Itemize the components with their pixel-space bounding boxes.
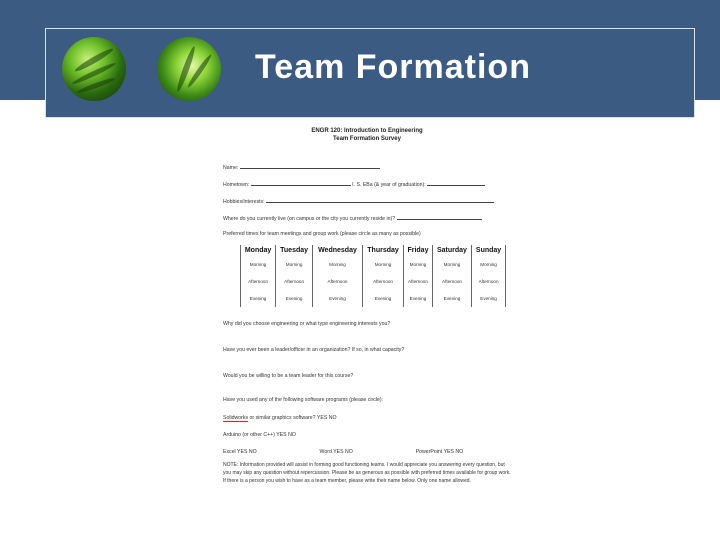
slot-cell: Evening (313, 290, 363, 307)
question-team-leader: Would you be willing to be a team leader for this course? (223, 373, 354, 379)
schedule-row-afternoon (241, 273, 506, 290)
leaf-image-left (62, 37, 126, 101)
slot-cell: Afternoon (241, 273, 276, 290)
hometown-label: Hometown: (223, 182, 250, 188)
solidworks-rest: or similar graphics software? YES NO (248, 415, 337, 421)
question-engineering: Why did you choose engineering or what type engineering interests you? (223, 321, 391, 327)
name-line (223, 163, 380, 171)
day-saturday: Saturday (432, 245, 471, 256)
slide-title: Team Formation (255, 48, 531, 86)
year-label: I. S. EBa (& year of graduation): (352, 182, 426, 188)
slot-cell: Evening (404, 290, 433, 307)
day-monday: Monday (241, 245, 276, 256)
software-solidworks (223, 415, 337, 421)
slot-cell: Morning (472, 256, 506, 273)
slot-cell: Evening (472, 290, 506, 307)
day-friday: Friday (404, 245, 433, 256)
slot-cell: Afternoon (313, 273, 363, 290)
slot-cell: Evening (276, 290, 313, 307)
schedule-table (240, 245, 506, 307)
slot-cell: Afternoon (362, 273, 403, 290)
day-sunday: Sunday (472, 245, 506, 256)
name-label: Name: (223, 165, 239, 171)
slot-cell: Morning (404, 256, 433, 273)
slot-cell: Morning (276, 256, 313, 273)
slot-cell: Afternoon (276, 273, 313, 290)
software-office-row (223, 449, 463, 455)
schedule-header-row (241, 245, 506, 256)
hobbies-line (223, 197, 494, 205)
slot-cell: Morning (241, 256, 276, 273)
where-label: Where do you currently live (on campus or the city you currently reside in)? (223, 216, 396, 222)
slot-cell: Morning (362, 256, 403, 273)
solidworks-word: Solidworks (223, 415, 249, 421)
where-line (223, 214, 482, 222)
slot-cell: Afternoon (432, 273, 471, 290)
question-software: Have you used any of the following software programs (please circle): (223, 397, 384, 403)
slot-cell: Evening (432, 290, 471, 307)
leaf-image-right (157, 37, 221, 101)
slot-cell: Evening (362, 290, 403, 307)
day-tuesday: Tuesday (276, 245, 313, 256)
slot-cell: Afternoon (404, 273, 433, 290)
day-wednesday: Wednesday (313, 245, 363, 256)
preferred-times-label: Preferred times for team meetings and group work (please circle as many as possible) (223, 231, 421, 237)
slot-cell: Afternoon (472, 273, 506, 290)
question-leader: Have you ever been a leader/officer in an organization? If so, in what capacity? (223, 347, 405, 353)
slot-cell: Morning (313, 256, 363, 273)
hobbies-label: Hobbies/interests: (223, 199, 265, 205)
survey-note: NOTE: Information provided will assist in forming good functioning teams. I would appreciate you answering every question, but you may skip any question without repercussion. Please be as generous as possible with preferred times available for group work. If there is a person you wish to have as a team member, please write their name below. Only one name allowed. (223, 462, 511, 484)
software-word: Word YES NO (319, 449, 353, 455)
software-powerpoint: PowerPoint YES NO (415, 449, 464, 455)
hometown-line (223, 180, 485, 188)
day-thursday: Thursday (362, 245, 403, 256)
software-arduino: Arduino (or other C++) YES NO (223, 432, 296, 438)
survey-title-line1: ENGR 120: Introduction to Engineering (311, 128, 423, 134)
software-excel: Excel YES NO (223, 449, 257, 455)
schedule-row-evening (241, 290, 506, 307)
schedule-row-morning (241, 256, 506, 273)
survey-document (218, 127, 516, 507)
slot-cell: Evening (241, 290, 276, 307)
survey-title-line2: Team Formation Survey (333, 136, 401, 142)
slot-cell: Morning (432, 256, 471, 273)
